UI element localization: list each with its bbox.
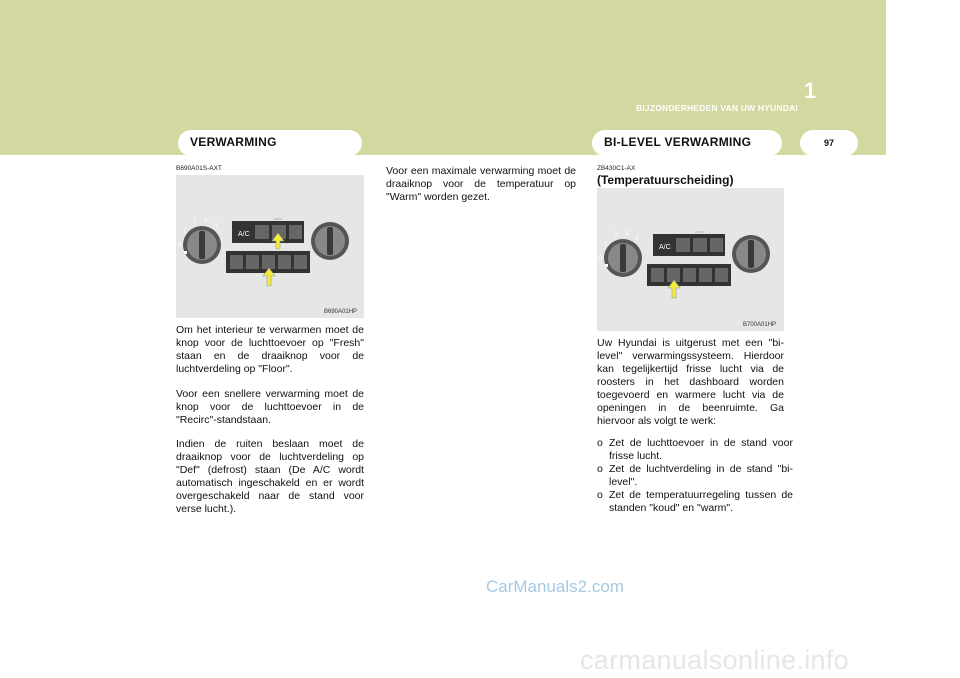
list-item-text: Zet de luchttoevoer in de stand voor frisse lucht. (609, 437, 793, 462)
svg-text:0: 0 (599, 256, 603, 262)
upper-button-row (232, 218, 304, 243)
bullet-marker: o (597, 489, 603, 501)
control-panel-figure (176, 175, 364, 318)
section-title-text: VERWARMING (190, 135, 277, 149)
control-panel-illustration (176, 175, 364, 318)
lower-button-row (647, 264, 731, 286)
temperature-dial-icon (599, 231, 642, 277)
paragraph: Voor een maximale verwarming moet de draaiknop voor de temperatuur op "Warm" worden gezet. (386, 165, 576, 203)
control-panel-illustration (597, 188, 784, 331)
section-subtitle: (Temperatuurscheiding) (597, 173, 734, 187)
chapter-number: 1 (803, 78, 817, 103)
paragraph: Uw Hyundai is uitgerust met een "bi-level" verwarmingssysteem. Hierdoor kan tegelijkertijd frisse lucht via de roosters in het dashboard worden toegevoerd en warmere lucht via de openingen in de beenruimte. Ga hiervoor als volgt te werk: (597, 337, 784, 427)
bullet-marker: o (597, 463, 603, 475)
svg-text:1: 1 (604, 242, 608, 248)
figure-caption: B700A01HP (743, 322, 777, 328)
section-code: ZB430C1-AX (597, 165, 636, 172)
list-item-text: Zet de temperatuurregeling tussen de standen "koud" en "warm". (609, 489, 793, 514)
list-item-text: Zet de luchtverdeling in de stand "bi-level". (609, 463, 793, 488)
svg-text:2: 2 (193, 219, 197, 225)
svg-text:A/C: A/C (659, 244, 671, 251)
svg-text:3: 3 (204, 218, 208, 224)
watermark-link[interactable]: CarManuals2.com (486, 577, 624, 596)
bullet-marker: o (597, 437, 603, 449)
page-number-text: 97 (823, 138, 834, 148)
chapter-title: BIJZONDERHEDEN VAN UW HYUNDAI (636, 103, 798, 113)
mode-dial-icon (732, 235, 770, 273)
figure-caption: B690A01HP (324, 309, 358, 315)
upper-button-row (653, 231, 725, 256)
svg-text:A/C: A/C (238, 231, 250, 238)
svg-text:4: 4 (635, 236, 639, 242)
svg-text:1: 1 (183, 229, 187, 235)
svg-text:0: 0 (178, 243, 182, 249)
page-number (800, 130, 858, 156)
list-item (597, 463, 793, 489)
svg-text:4: 4 (214, 223, 218, 229)
paragraph: Voor een snellere verwarming moet de knop voor de luchttoevoer in de "Recirc"-standstaan. (176, 388, 364, 426)
section-title-bilevel (592, 130, 782, 156)
watermark-text: carmanualsonline.info (580, 645, 849, 675)
svg-text:2: 2 (614, 232, 618, 238)
paragraph: Om het interieur te verwarmen moet de knop voor de luchttoevoer op "Fresh" staan en de draaiknop voor de luchtverdeling op "Floor". (176, 324, 364, 375)
section-title-heating (178, 130, 362, 156)
control-panel-figure (597, 188, 784, 331)
temperature-dial-icon (178, 218, 221, 264)
list-item (597, 489, 793, 515)
svg-text:3: 3 (625, 231, 629, 237)
section-title-text: BI-LEVEL VERWARMING (604, 135, 752, 149)
mode-dial-icon (311, 222, 349, 260)
list-item (597, 437, 793, 463)
paragraph: Indien de ruiten beslaan moet de draaiknop voor de luchtverdeling op "Def" (defrost) staan (De A/C wordt automatisch ingeschakeld en er wordt overgeschakeld naar de stand voor verse lucht.). (176, 438, 364, 515)
section-code: B690A01S-AXT (176, 165, 222, 172)
